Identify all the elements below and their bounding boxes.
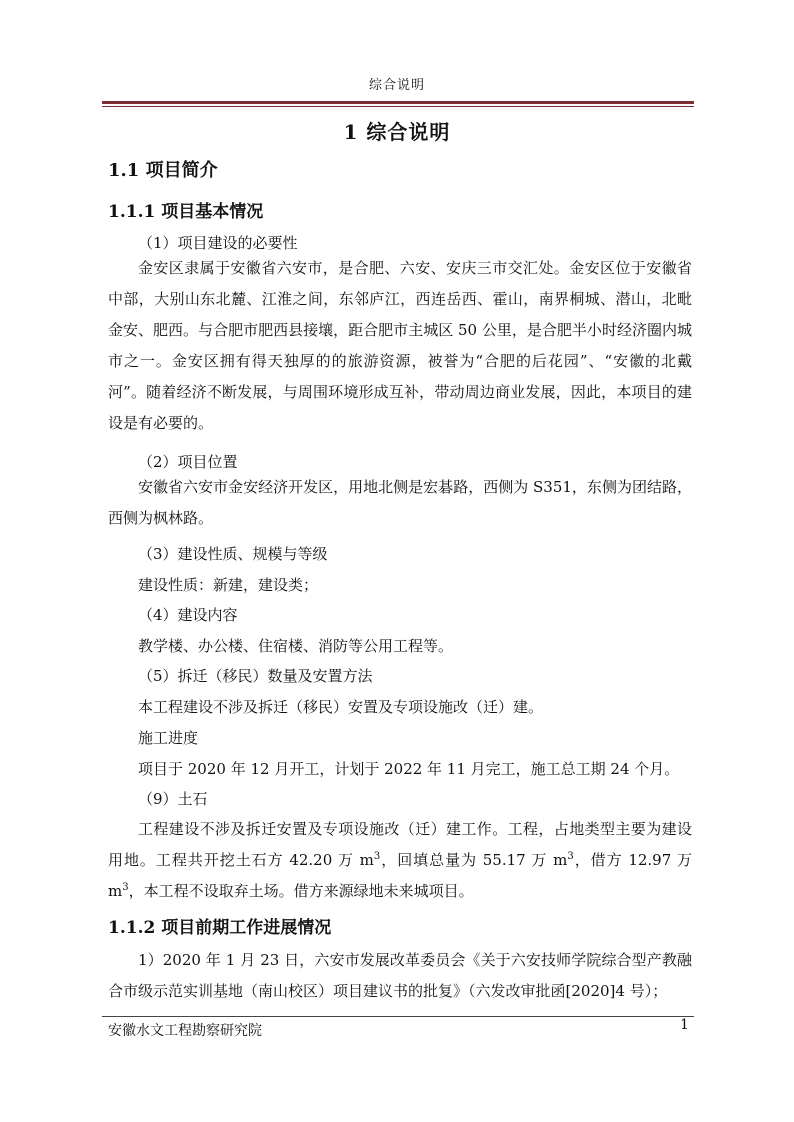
item1-paragraph: 金安区隶属于安徽省六安市，是合肥、六安、安庆三市交汇处。金安区位于安徽省中部，大别山东北麓、江淮之间，东邻庐江，西连岳西、霍山，南界桐城、潜山，北毗金安、肥西。与合肥市肥西县接壤，距合肥市主城区 50 公里，是合肥半小时经济圈内城市之一。金安区拥有得天独厚的的旅游资源，被誉为“合肥的后花园”、“安徽的北戴河”。随着经济不断发展，与周围环境形成互补，带动周边商业发展，因此，本项目的建设是有必要的。 [108,259,692,432]
running-header: 综合说明 [368,78,425,93]
section-heading-1-1-2: 1.1.2 项目前期工作进展情况 [108,918,332,938]
item1-heading: （1）项目建设的必要性 [138,234,298,252]
unit-exponent: 3 [373,851,381,862]
section-heading-1-1-1: 1.1.1 项目基本情况 [108,202,264,222]
unit-exponent: 3 [567,851,574,862]
footer-organization: 安徽水文工程勘察研究院 [108,1023,262,1039]
item9-text-b: ，回填总量为 55.17 万 m [380,851,568,869]
chapter-title: 1 综合说明 [343,120,451,144]
item2-heading: （2）项目位置 [138,453,238,471]
item5-heading: （5）拆迁（移民）数量及安置方法 [138,667,373,685]
item5-text: 本工程建设不涉及拆迁（移民）安置及专项设施改（迁）建。 [138,698,544,716]
unit-exponent: 3 [122,882,129,893]
item9-heading: （9）土石 [138,790,208,808]
item3-text: 建设性质：新建，建设类； [138,576,319,594]
item9-paragraph [108,814,692,907]
item9-text-c: ，借方 12.97 万 m [108,851,692,900]
item4-text: 教学楼、办公楼、住宿楼、消防等公用工程等。 [138,637,454,655]
item9-text-d: ，本工程不设取弃土场。借方来源绿地未来城项目。 [128,882,474,900]
page-number: 1 [680,1017,689,1033]
schedule-text: 项目于 2020 年 12 月开工，计划于 2022 年 11 月完工，施工总工期 24 个月。 [138,760,680,778]
prework-item1: 1）2020 年 1 月 23 日，六安市发展改革委员会《关于六安技师学院综合型产教融合市级示范实训基地（南山校区）项目建议书的批复》（六发改审批函[2020]4 号）； [108,951,692,1000]
item4-heading: （4）建设内容 [138,606,238,624]
schedule-heading: 施工进度 [138,729,199,747]
footer-rule [102,1016,694,1017]
item9-text-a: 工程建设不涉及拆迁安置及专项设施改（迁）建工作。工程，占地类型主要为建设用地。工程共开挖土石方 42.20 万 m [108,820,692,869]
header-rule [102,101,694,104]
header-rule-thin [102,106,694,107]
section-heading-1-1: 1.1 项目简介 [108,160,218,181]
item2-paragraph: 安徽省六安市金安经济开发区，用地北侧是宏碁路，西侧为 S351，东侧为团结路，西侧为枫林路。 [108,478,692,527]
item3-heading: （3）建设性质、规模与等级 [138,545,328,563]
